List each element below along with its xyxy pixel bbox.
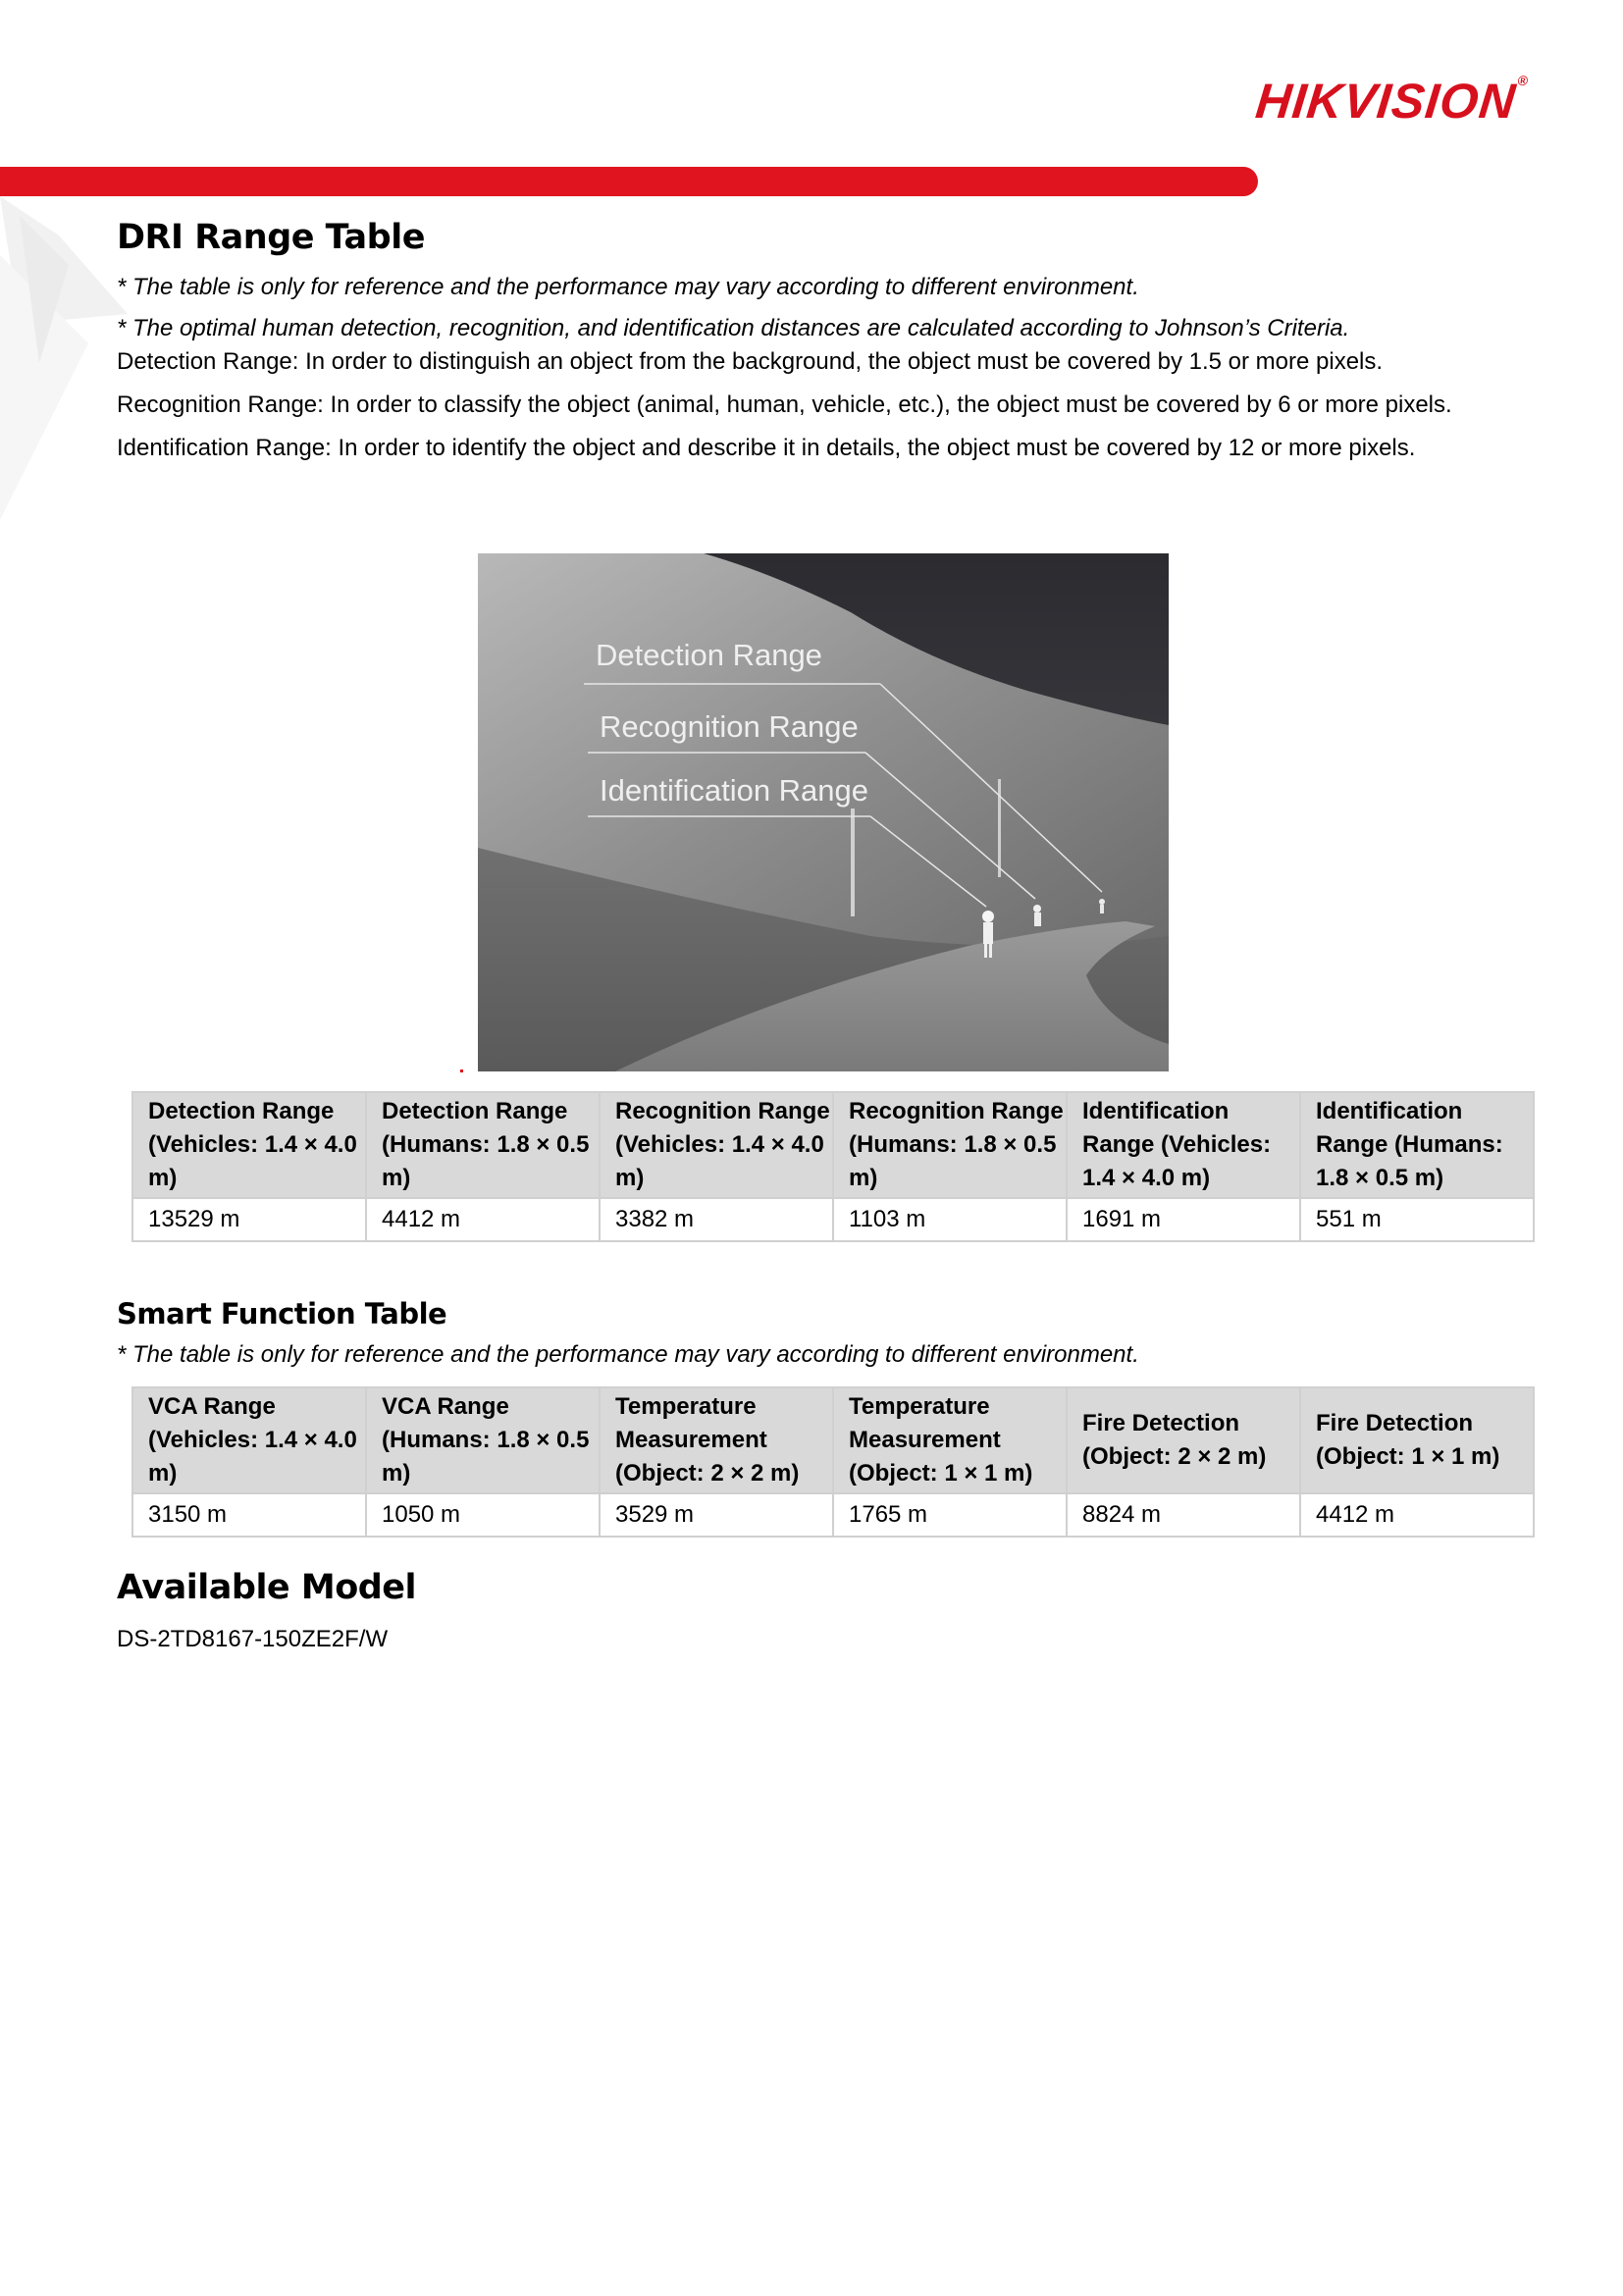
label-identification-range: Identification Range: [600, 773, 869, 808]
dri-note-johnson: * The optimal human detection, recognition, and identification distances are calculated according to Johnson’s Criteria.: [117, 315, 1350, 341]
identification-range-definition: Identification Range: In order to identify the object and describe it in details, the object must be covered by 12 or more pixels.: [117, 435, 1416, 461]
dri-section: [117, 218, 1530, 465]
table-header-cell: Detection Range (Vehicles: 1.4 × 4.0 m): [132, 1092, 366, 1198]
table-header-row: [132, 1092, 1534, 1198]
thermal-dri-illustration: [478, 553, 1169, 1071]
table-header-cell: Recognition Range (Humans: 1.8 × 0.5 m): [833, 1092, 1067, 1198]
dri-note-reference: * The table is only for reference and the performance may vary according to different environment.: [117, 274, 1139, 300]
table-cell: 1765 m: [833, 1493, 1067, 1537]
red-dot-mark: [460, 1070, 463, 1072]
recognition-range-definition: Recognition Range: In order to classify the object (animal, human, vehicle, etc.), the object must be covered by 6 or more pixels.: [117, 391, 1452, 418]
table-header-row: [132, 1387, 1534, 1493]
table-header-cell: Fire Detection (Object: 1 × 1 m): [1300, 1387, 1534, 1493]
table-row: [132, 1493, 1534, 1537]
table-cell: 551 m: [1300, 1198, 1534, 1241]
table-header-cell: Detection Range (Humans: 1.8 × 0.5 m): [366, 1092, 600, 1198]
label-recognition-range: Recognition Range: [600, 709, 859, 744]
table-header-cell: Temperature Measurement (Object: 1 × 1 m): [833, 1387, 1067, 1493]
table-header-cell: Temperature Measurement (Object: 2 × 2 m): [600, 1387, 833, 1493]
dri-range-table: [131, 1091, 1535, 1242]
smart-function-table: [131, 1386, 1535, 1538]
table-header-cell: Identification Range (Vehicles: 1.4 × 4.0 m): [1067, 1092, 1300, 1198]
table-cell: 3529 m: [600, 1493, 833, 1537]
smart-function-title: Smart Function Table: [117, 1297, 447, 1331]
table-header-cell: Fire Detection (Object: 2 × 2 m): [1067, 1387, 1300, 1493]
table-cell: 1103 m: [833, 1198, 1067, 1241]
available-model-section: [117, 1568, 416, 1656]
smart-function-section: [117, 1297, 1139, 1372]
decorative-corner-shape: [0, 196, 128, 520]
table-cell: 8824 m: [1067, 1493, 1300, 1537]
table-cell: 4412 m: [366, 1198, 600, 1241]
table-cell: 4412 m: [1300, 1493, 1534, 1537]
table-header-cell: VCA Range (Humans: 1.8 × 0.5 m): [366, 1387, 600, 1493]
brand-logo: HIKVISION®: [1253, 73, 1530, 129]
table-cell: 3382 m: [600, 1198, 833, 1241]
dri-title: DRI Range Table: [117, 218, 425, 257]
smart-function-note: * The table is only for reference and the performance may vary according to different environment.: [117, 1341, 1139, 1368]
table-header-cell: Identification Range (Humans: 1.8 × 0.5 m): [1300, 1092, 1534, 1198]
table-cell: 1691 m: [1067, 1198, 1300, 1241]
table-row: [132, 1198, 1534, 1241]
detection-range-definition: Detection Range: In order to distinguish an object from the background, the object must be covered by 1.5 or more pixels.: [117, 348, 1384, 375]
header-accent-bar: [0, 167, 1258, 196]
available-model-title: Available Model: [117, 1568, 417, 1607]
table-header-cell: VCA Range (Vehicles: 1.4 × 4.0 m): [132, 1387, 366, 1493]
table-header-cell: Recognition Range (Vehicles: 1.4 × 4.0 m): [600, 1092, 833, 1198]
label-detection-range: Detection Range: [596, 638, 822, 672]
table-cell: 3150 m: [132, 1493, 366, 1537]
table-cell: 13529 m: [132, 1198, 366, 1241]
model-number: DS-2TD8167-150ZE2F/W: [117, 1626, 389, 1652]
table-cell: 1050 m: [366, 1493, 600, 1537]
